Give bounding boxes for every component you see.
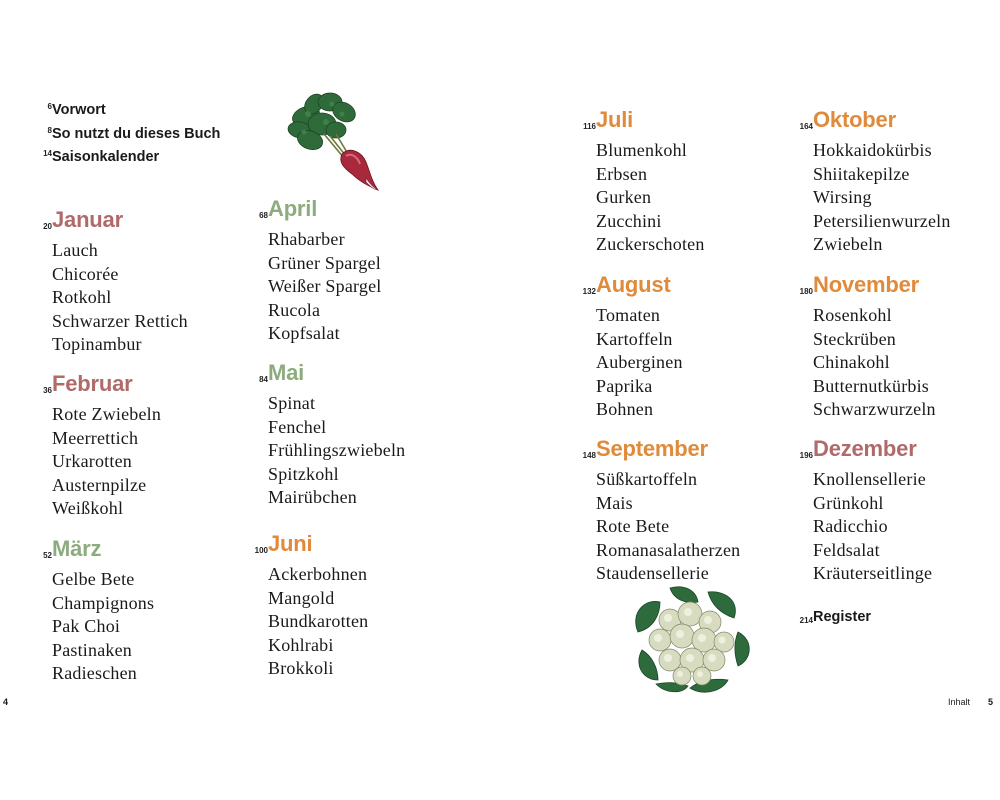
page-number: 164 (799, 122, 813, 131)
month-section-oktober (797, 107, 1000, 257)
month-title: Juli (596, 107, 634, 132)
list-item: Steckrüben (813, 328, 896, 349)
list-item: Pak Choi (52, 616, 121, 637)
list-item: Mangold (268, 587, 335, 608)
list-item: Grünkohl (813, 492, 884, 513)
list-item: Weißkohl (52, 498, 124, 519)
list-item: Gelbe Bete (52, 569, 135, 589)
list-item: Meerrettich (52, 427, 139, 448)
list-item: Rote Bete (596, 516, 670, 537)
toc-entry-vorwort[interactable] (36, 102, 106, 126)
list-item: Romanasalatherzen (596, 539, 741, 560)
page-number: 148 (582, 451, 596, 460)
toc-entry-label: Register (813, 609, 872, 625)
toc-entry-saisonkalender[interactable] (36, 149, 160, 173)
page-number: 196 (799, 451, 813, 460)
list-item: Lauch (52, 240, 98, 260)
month-section-januar (36, 207, 246, 357)
list-item: Wirsing (813, 187, 872, 208)
radish-illustration (286, 90, 386, 194)
vegetable-list (580, 304, 790, 422)
month-heading[interactable] (252, 196, 462, 228)
running-head: Inhalt (948, 697, 971, 707)
month-heading[interactable] (797, 272, 1000, 304)
toc-entry-label: Vorwort (52, 102, 106, 118)
vegetable-list (252, 228, 462, 346)
vegetable-list (580, 468, 790, 586)
month-heading[interactable] (797, 436, 1000, 468)
list-item: Erbsen (596, 163, 648, 184)
list-item: Feldsalat (813, 539, 880, 560)
month-section-juni (252, 531, 462, 681)
month-title: Januar (52, 207, 123, 232)
month-heading[interactable] (252, 531, 462, 563)
list-item: Staudensellerie (596, 563, 709, 584)
vegetable-list (797, 468, 1000, 586)
list-item: Gurken (596, 187, 652, 208)
month-section-august (580, 272, 790, 422)
page-number: 8 (47, 125, 52, 135)
month-section-november (797, 272, 1000, 422)
month-heading[interactable] (580, 436, 790, 468)
month-title: Juni (268, 531, 313, 556)
month-title: Oktober (813, 107, 896, 132)
list-item: Topinambur (52, 334, 142, 355)
month-section-april (252, 196, 462, 346)
list-item: Zwiebeln (813, 234, 883, 255)
list-item: Bohnen (596, 399, 654, 420)
list-item: Zuckerschoten (596, 234, 705, 255)
list-item: Fenchel (268, 416, 327, 437)
page-number: 52 (43, 551, 52, 560)
cauliflower-illustration (630, 584, 754, 696)
list-item: Tomaten (596, 305, 661, 325)
vegetable-list (36, 239, 246, 357)
month-heading[interactable] (36, 536, 246, 568)
list-item: Brokkoli (268, 658, 334, 679)
list-item: Knollensellerie (813, 469, 926, 489)
month-title: September (596, 436, 708, 461)
page-number: 6 (47, 102, 52, 111)
toc-entry-label: Saisonkalender (52, 149, 160, 165)
toc-entry-so-nutzt[interactable] (36, 125, 221, 150)
toc-entry-label: So nutzt du dieses Buch (52, 125, 221, 142)
list-item: Weißer Spargel (268, 276, 382, 297)
list-item: Rhabarber (268, 229, 345, 249)
month-section-september (580, 436, 790, 586)
month-title: Dezember (813, 436, 917, 461)
list-item: Blumenkohl (596, 140, 687, 160)
list-item: Butternutkürbis (813, 375, 929, 396)
list-item: Rucola (268, 299, 321, 320)
page-number: 116 (583, 122, 596, 131)
list-item: Mairübchen (268, 487, 357, 508)
list-item: Schwarzwurzeln (813, 399, 936, 420)
list-item: Rotkohl (52, 287, 112, 308)
toc-entry-register[interactable] (797, 609, 997, 636)
vegetable-list (797, 304, 1000, 422)
list-item: Spinat (268, 393, 316, 413)
vegetable-list (252, 563, 462, 681)
list-item: Kohlrabi (268, 634, 334, 655)
list-item: Rosenkohl (813, 305, 892, 325)
month-title: November (813, 272, 919, 297)
list-item: Kartoffeln (596, 328, 673, 349)
page-number: 214 (799, 616, 813, 625)
page-number: 180 (799, 287, 813, 296)
month-heading[interactable] (36, 371, 246, 403)
page-number: 36 (43, 386, 52, 395)
list-item: Frühlingszwiebeln (268, 440, 406, 461)
list-item: Bundkarotten (268, 611, 369, 632)
list-item: Mais (596, 492, 633, 513)
list-item: Grüner Spargel (268, 252, 381, 273)
page-number-right: 5 (988, 697, 994, 707)
month-heading[interactable] (580, 107, 790, 139)
list-item: Schwarzer Rettich (52, 310, 188, 331)
list-item: Rote Zwiebeln (52, 404, 162, 424)
list-item: Petersilienwurzeln (813, 210, 951, 231)
list-item: Radieschen (52, 663, 137, 684)
list-item: Auberginen (596, 352, 683, 373)
page-number: 100 (254, 546, 268, 555)
month-title: Mai (268, 360, 305, 385)
list-item: Austernpilze (52, 474, 147, 495)
page-number: 132 (582, 287, 596, 296)
month-section-maerz (36, 536, 246, 686)
month-heading[interactable] (797, 107, 1000, 139)
list-item: Paprika (596, 375, 653, 396)
list-item: Spitzkohl (268, 463, 339, 484)
list-item: Urkarotten (52, 451, 132, 472)
page-number: 20 (43, 222, 52, 231)
list-item: Chicorée (52, 263, 119, 284)
vegetable-list (252, 392, 462, 510)
month-section-februar (36, 371, 246, 521)
month-heading[interactable] (36, 207, 246, 239)
month-section-mai (252, 360, 462, 510)
month-title: August (596, 272, 671, 297)
page-number: 84 (259, 375, 268, 384)
page-number: 68 (259, 211, 268, 220)
month-heading[interactable] (252, 360, 462, 392)
list-item: Radicchio (813, 516, 888, 537)
month-section-dezember (797, 436, 1000, 586)
list-item: Champignons (52, 592, 155, 613)
vegetable-list (36, 403, 246, 521)
list-item: Ackerbohnen (268, 564, 368, 584)
list-item: Kopfsalat (268, 323, 340, 344)
list-item: Hokkaidokürbis (813, 140, 932, 160)
list-item: Kräuterseitlinge (813, 563, 933, 584)
vegetable-list (580, 139, 790, 257)
month-title: März (52, 536, 102, 561)
vegetable-list (797, 139, 1000, 257)
vegetable-list (36, 568, 246, 686)
list-item: Süßkartoffeln (596, 469, 698, 489)
month-title: April (268, 196, 318, 221)
list-item: Zucchini (596, 210, 662, 231)
page-number-left: 4 (3, 697, 9, 707)
month-section-juli (580, 107, 790, 257)
list-item: Shiitakepilze (813, 163, 910, 184)
list-item: Pastinaken (52, 639, 132, 660)
front-matter-list (36, 102, 221, 173)
month-title: Februar (52, 371, 133, 396)
page-number: 14 (43, 149, 52, 158)
month-heading[interactable] (580, 272, 790, 304)
list-item: Chinakohl (813, 352, 890, 373)
